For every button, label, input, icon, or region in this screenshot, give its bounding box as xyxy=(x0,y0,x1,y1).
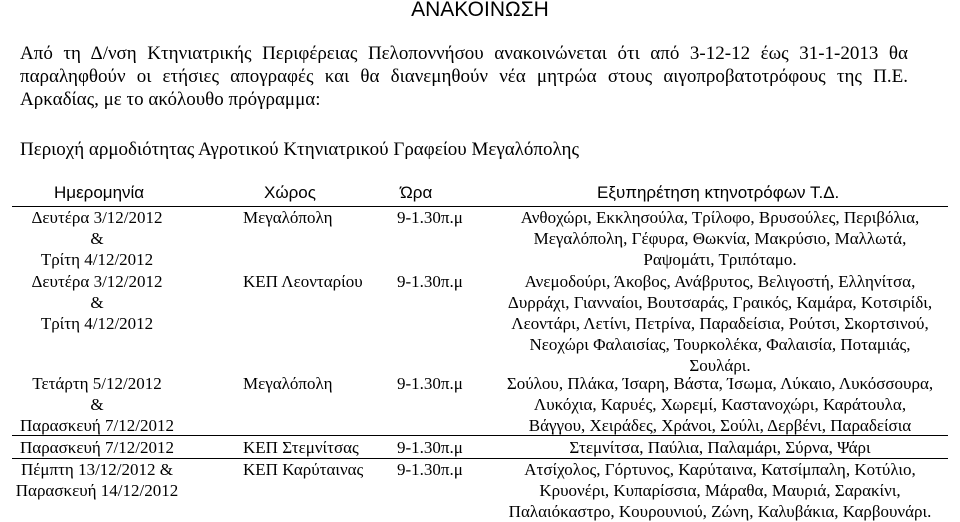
row-3-time: 9-1.30π.μ xyxy=(397,374,463,393)
row-5-place: ΚΕΠ Καρύταινας xyxy=(243,460,364,479)
row-4-place: ΚΕΠ Στεμνίτσας xyxy=(243,438,359,457)
row-5-service: Ατσίχολος, Γόρτυνος, Καρύταινα, Κατσίμπαλη, Κοτύλιο, Κρυονέρι, Κυπαρίσσια, Μάραθα, Μαυριά, Σαρακίνι, Παλαιόκαστρο, Κουρουνιού, Ζώνη, Καλυβάκια, Καρβουνάρι. xyxy=(508,460,932,521)
row-5-time: 9-1.30π.μ xyxy=(397,460,463,479)
row-4-time: 9-1.30π.μ xyxy=(397,438,463,457)
header-time: Ώρα xyxy=(400,183,433,202)
announcement-title: ΑΝΑΚΟΙΝΩΣΗ xyxy=(411,0,549,21)
row-3-place: Μεγαλόπολη xyxy=(243,374,333,393)
row-1-date: Δευτέρα 3/12/2012 & Τρίτη 4/12/2012 xyxy=(31,208,163,269)
intro-paragraph: Από τη Δ/νση Κτηνιατρικής Περιφέρειας Πελοποννήσου ανακοινώνεται ότι από 3-12-12 έως 31-1-2013 θα παραληφθούν οι ετήσιες απογραφές και θα διανεμηθούν νέα μητρώα στους αιγοπροβατοτρόφους της Π.Ε. Αρκαδίας, με το ακόλουθο πρόγραμμα: xyxy=(20,43,908,110)
row-4-service: Στεμνίτσα, Παύλια, Παλαμάρι, Σύρνα, Ψάρι xyxy=(569,438,871,457)
header-service: Εξυπηρέτηση κτηνοτρόφων Τ.Δ. xyxy=(597,183,840,202)
header-place: Χώρος xyxy=(264,183,316,202)
header-date: Ημερομηνία xyxy=(54,183,145,202)
row-1-place: Μεγαλόπολη xyxy=(243,208,333,227)
row-3-service: Σούλου, Πλάκα, Ίσαρη, Βάστα, Ίσωμα, Λύκαιο, Λυκόσσουρα, Λυκόχια, Καρυές, Χωρεμί, Καστανοχώρι, Καράτουλα, Βάγγου, Χειράδες, Χράνοι, Σούλι, Δερβένι, Παραδείσια xyxy=(506,374,934,435)
row-2-place: ΚΕΠ Λεονταρίου xyxy=(243,272,363,291)
row-2-service: Ανεμοδούρι, Άκοβος, Ανάβρυτος, Βελιγοστή, Ελληνίτσα, Δυρράχι, Γιανναίοι, Βουτσαράς, Γραικός, Καμάρα, Κοτσιρίδι, Λεοντάρι, Λετίνι, Πετρίνα, Παραδείσια, Ρούτσι, Σκορτσινού, Νεοχώρι Φαλαισίας, Τουρκολέκα, Φαλαισία, Ποταμιάς, Σουλάρι. xyxy=(507,272,933,375)
row-1-service: Ανθοχώρι, Εκκλησούλα, Τρίλοφο, Βρυσούλες, Περιβόλια, Μεγαλόπολη, Γέφυρα, Θωκνία, Μακρύσιο, Μαλλωτά, Ραψομάτι, Τριπόταμο. xyxy=(520,208,920,269)
region-heading: Περιοχή αρμοδιότητας Αγροτικού Κτηνιατρικού Γραφείου Μεγαλόπολης xyxy=(20,139,579,160)
row-divider-3 xyxy=(12,435,948,436)
row-1-time: 9-1.30π.μ xyxy=(397,208,463,227)
row-3-date: Τετάρτη 5/12/2012 & Παρασκευή 7/12/2012 xyxy=(20,374,174,435)
row-2-time: 9-1.30π.μ xyxy=(397,272,463,291)
row-4-date: Παρασκευή 7/12/2012 xyxy=(20,438,174,457)
row-5-date: Πέμπτη 13/12/2012 & Παρασκευή 14/12/2012 xyxy=(15,460,179,500)
row-2-date: Δευτέρα 3/12/2012 & Τρίτη 4/12/2012 xyxy=(31,272,163,333)
